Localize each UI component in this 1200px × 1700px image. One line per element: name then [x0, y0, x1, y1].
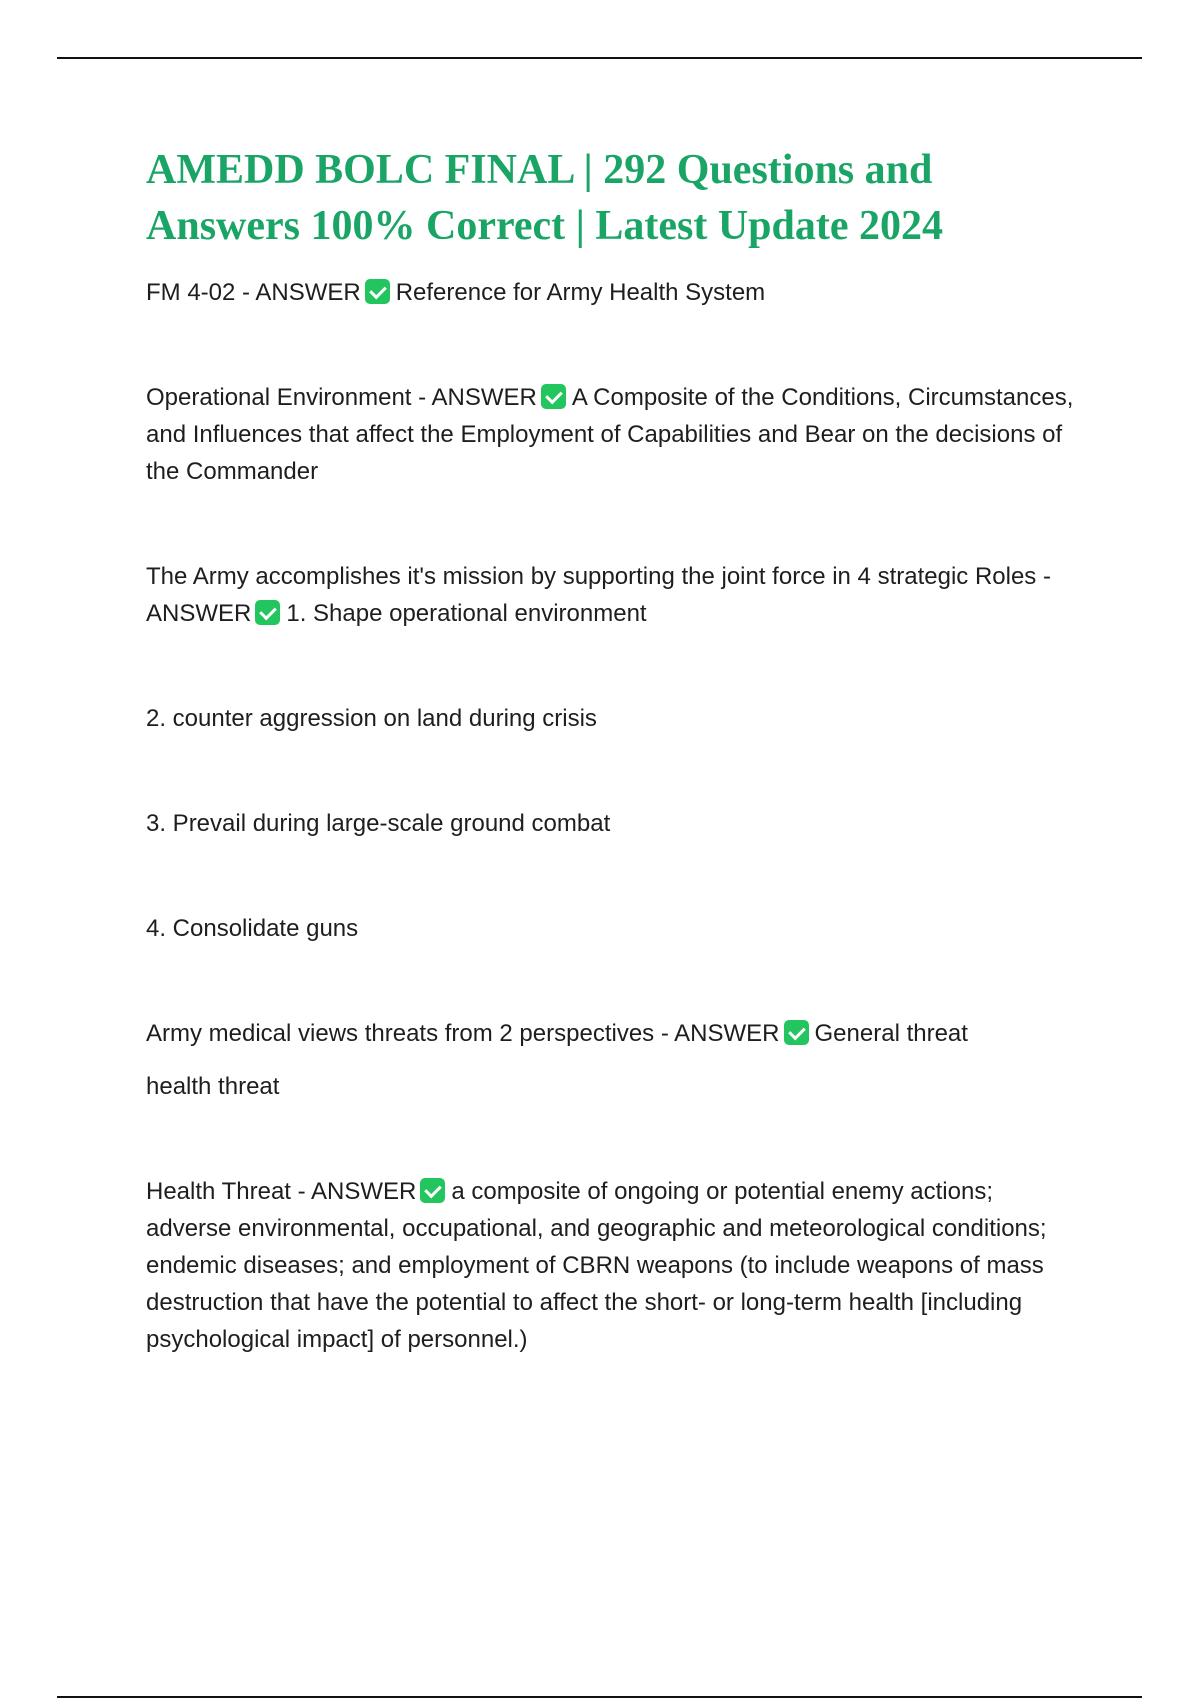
- answer-text: Reference for Army Health System: [395, 279, 766, 306]
- answer-text: a composite of ongoing or potential enemy actions; adverse environmental, occupational, and geographic and meteorological conditions; endemic diseases; and employment of CBRN weapons (to include weapons of mass destruction that have the potential to affect the short- or long-term health [including psychological impact] of personnel.): [146, 1178, 1047, 1353]
- document-title: AMEDD BOLC FINAL | 292 Questions and Answers 100% Correct | Latest Update 2024: [146, 147, 944, 249]
- check-icon: [784, 1020, 809, 1045]
- check-icon: [255, 600, 280, 625]
- list-item-role-2: 2. counter aggression on land during crisis: [146, 705, 597, 732]
- question-text: Operational Environment - ANSWER: [146, 384, 537, 411]
- qa-item-strategic-roles: [146, 558, 1076, 632]
- page-top-rule: [57, 57, 1142, 59]
- check-icon: [420, 1178, 445, 1203]
- page-bottom-rule: [57, 1696, 1142, 1698]
- question-text: Army medical views threats from 2 perspectives - ANSWER: [146, 1020, 780, 1047]
- list-item-role-4: 4. Consolidate guns: [146, 915, 359, 942]
- qa-item-operational-environment: [146, 379, 1076, 490]
- qa-item-threat-perspectives: [146, 1015, 1076, 1052]
- answer-text: 1. Shape operational environment: [286, 600, 647, 627]
- list-item-role-3: 3. Prevail during large-scale ground combat: [146, 810, 611, 837]
- question-text: Health Threat - ANSWER: [146, 1178, 417, 1205]
- check-icon: [365, 279, 390, 304]
- qa-item-fm-4-02: [146, 274, 1076, 311]
- question-text: FM 4-02 - ANSWER: [146, 279, 361, 306]
- question-text: The Army accomplishes it's mission by supporting the joint force in 4 strategic Roles - ANSWER: [146, 563, 1051, 627]
- answer-text: General threat: [814, 1020, 968, 1047]
- check-icon: [541, 384, 566, 409]
- answer-continuation: health threat: [146, 1073, 280, 1100]
- document-page: [146, 142, 1076, 1358]
- answer-text: A Composite of the Conditions, Circumstances, and Influences that affect the Employment of Capabilities and Bear on the decisions of the Commander: [146, 384, 1074, 485]
- qa-item-health-threat: [146, 1173, 1076, 1358]
